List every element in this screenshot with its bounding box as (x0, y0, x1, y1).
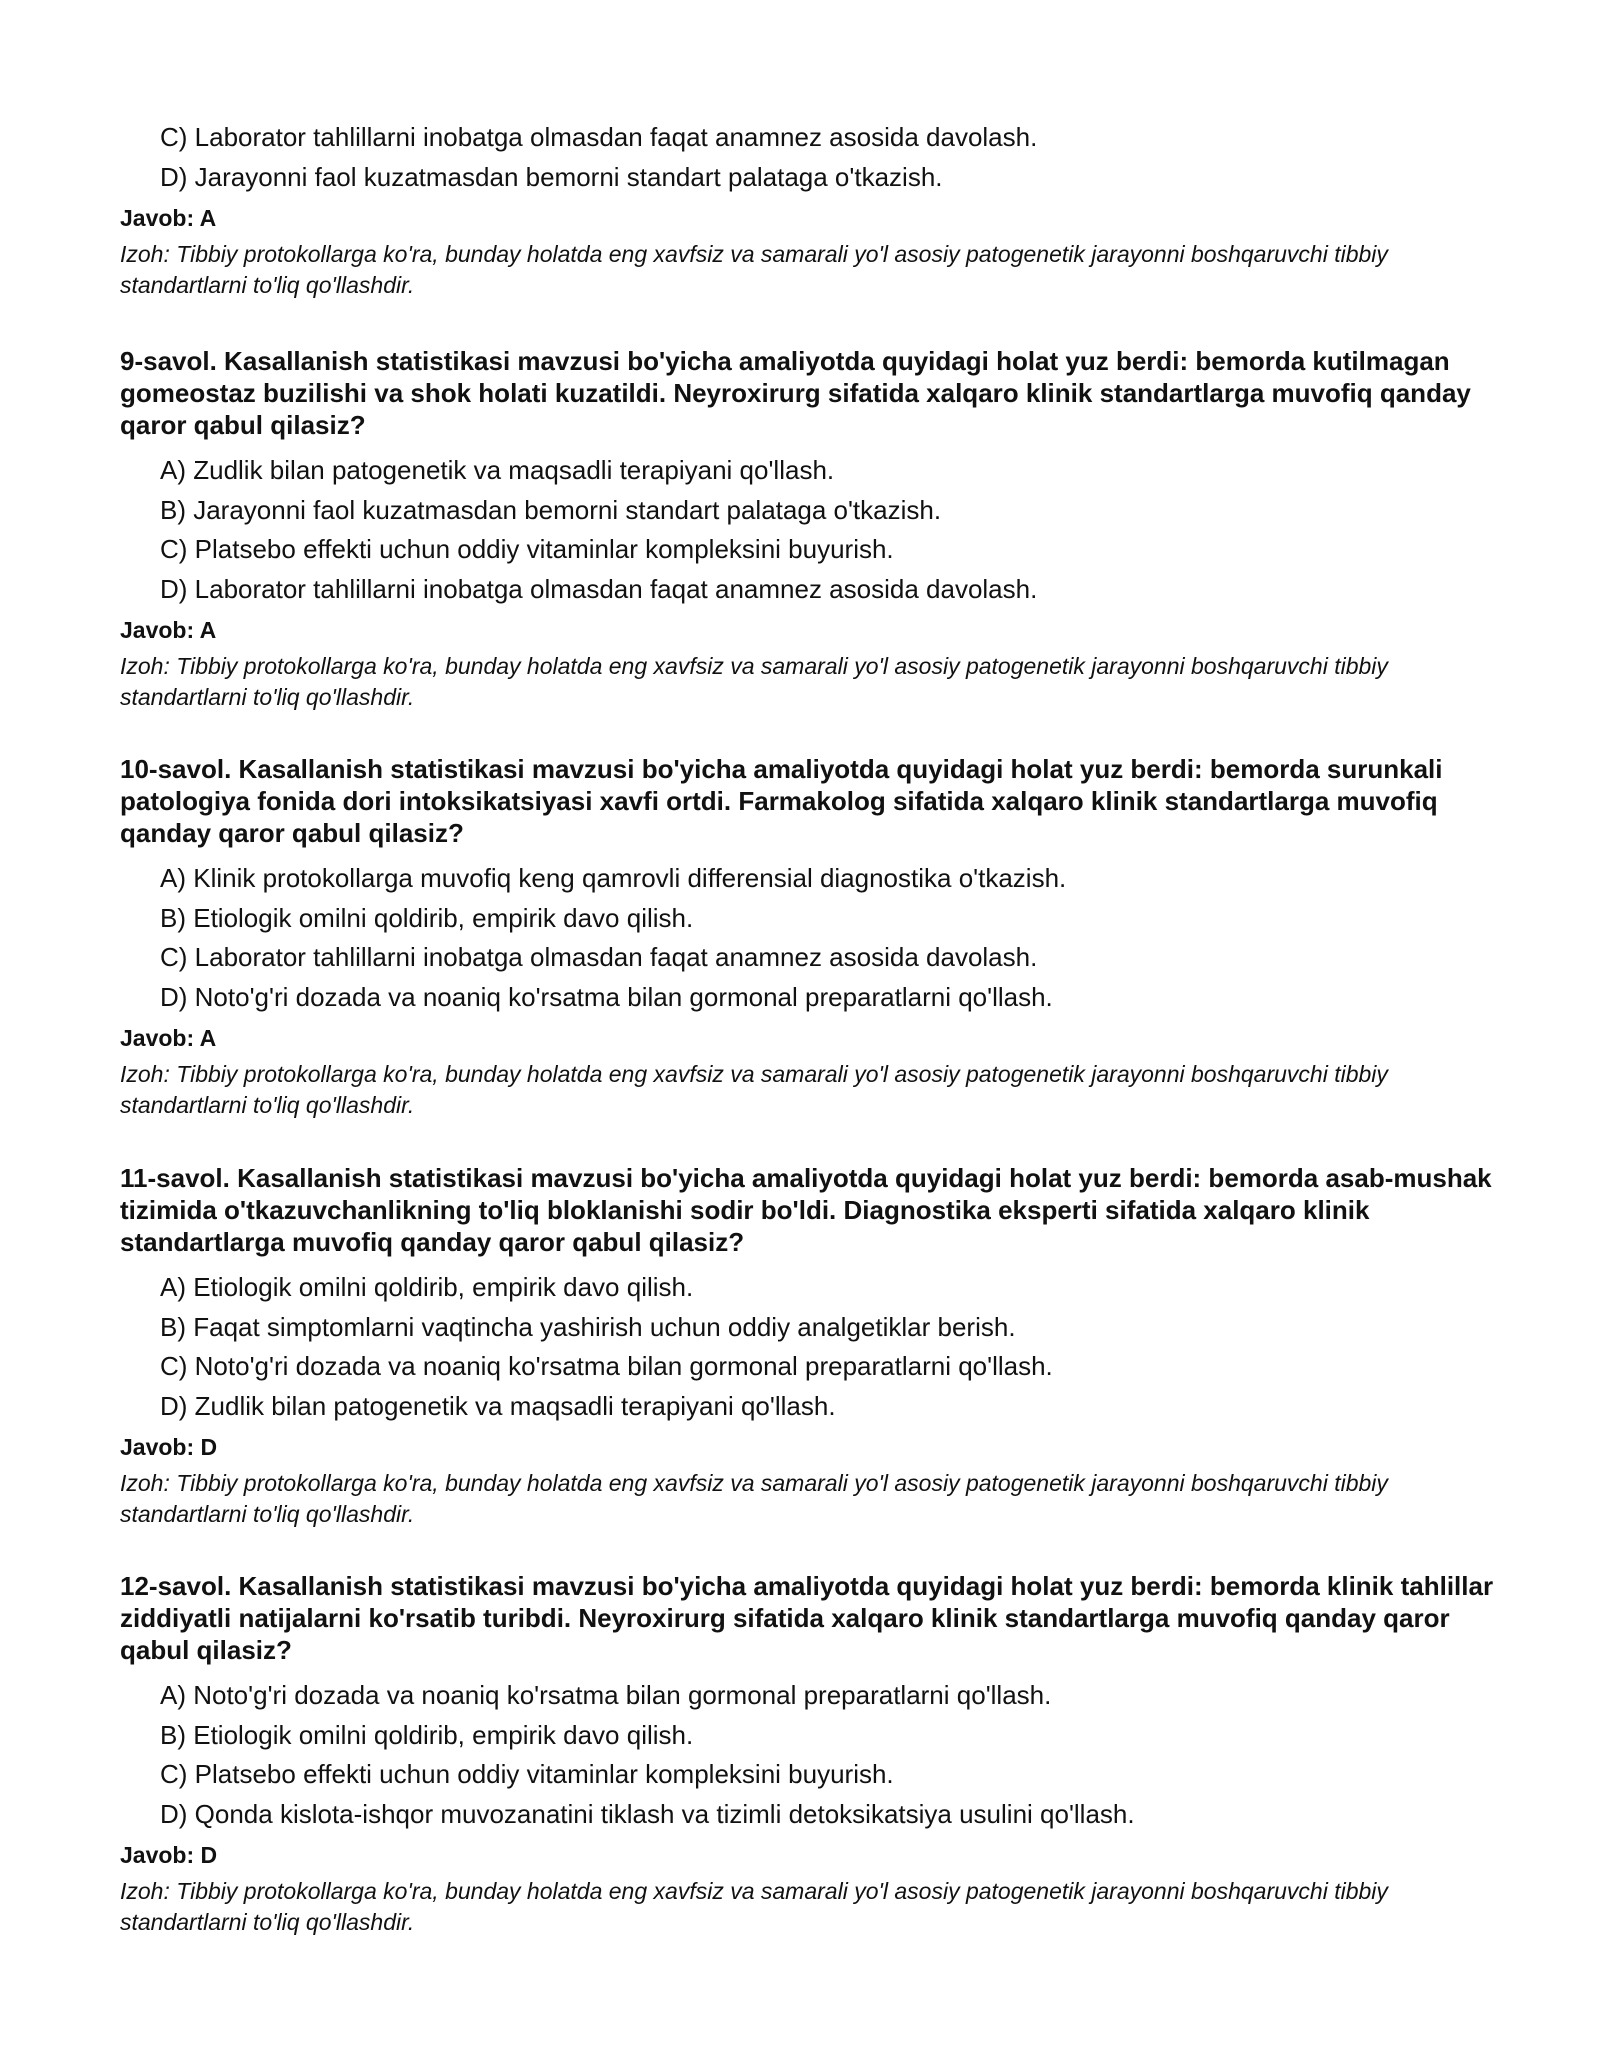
question-8-continuation (120, 118, 1500, 301)
question-block-12 (120, 1570, 1500, 1938)
option-a: A) Zudlik bilan patogenetik va maqsadli terapiyani qo'llash. (160, 455, 835, 485)
option-b: B) Etiologik omilni qoldirib, empirik davo qilish. (160, 902, 694, 933)
option-b: B) Etiologik omilni qoldirib, empirik davo qilish. (160, 1719, 694, 1750)
option-b: B) Jarayonni faol kuzatmasdan bemorni standart palataga o'tkazish. (160, 494, 942, 525)
option-d: D) Qonda kislota-ishqor muvozanatini tiklash va tizimli detoksikatsiya usulini qo'llash. (160, 1798, 1135, 1829)
answer-label: Javob: A (120, 1025, 217, 1051)
option-c: C) Platsebo effekti uchun oddiy vitaminlar kompleksini buyurish. (160, 534, 894, 564)
option-d: D) Laborator tahlillarni inobatga olmasdan faqat anamnez asosida davolash. (160, 573, 1038, 604)
answer-label: Javob: D (120, 1842, 218, 1868)
option-d: D) Zudlik bilan patogenetik va maqsadli terapiyani qo'llash. (160, 1390, 836, 1421)
answer-label: Javob: A (120, 617, 217, 643)
explanation-note: Izoh: Tibbiy protokollarga ko'ra, bunday holatda eng xavfsiz va samarali yo'l asosiy patogenetik jarayonni boshqaruvchi tibbiy standartlarni to'liq qo'llashdir. (120, 1470, 1388, 1527)
option-c: C) Laborator tahlillarni inobatga olmasdan faqat anamnez asosida davolash. (160, 942, 1038, 972)
question-text: 9-savol. Kasallanish statistikasi mavzusi bo'yicha amaliyotda quyidagi holat yuz berdi: bemorda kutilmagan gomeostaz buzilishi va shok holati kuzatildi. Neyroxirurg sifatida xalqaro klinik standartlarga muvofiq qanday qaror qabul qilasiz? (120, 346, 1471, 440)
explanation-note: Izoh: Tibbiy protokollarga ko'ra, bunday holatda eng xavfsiz va samarali yo'l asosiy patogenetik jarayonni boshqaruvchi tibbiy standartlarni to'liq qo'llashdir. (120, 1878, 1388, 1935)
question-text: 10-savol. Kasallanish statistikasi mavzusi bo'yicha amaliyotda quyidagi holat yuz berdi: bemorda surunkali patologiya fonida dori intoksikatsiyasi xavfi ortdi. Farmakolog sifatida xalqaro klinik standartlarga muvofiq qanday qaror qabul qilasiz? (120, 754, 1443, 848)
explanation-note: Izoh: Tibbiy protokollarga ko'ra, bunday holatda eng xavfsiz va samarali yo'l asosiy patogenetik jarayonni boshqaruvchi tibbiy standartlarni to'liq qo'llashdir. (120, 653, 1388, 710)
question-block-9 (120, 345, 1500, 713)
question-block-11 (120, 1162, 1500, 1530)
option-c: C) Laborator tahlillarni inobatga olmasdan faqat anamnez asosida davolash. (160, 122, 1038, 152)
answer-label: Javob: A (120, 205, 217, 231)
option-list (120, 451, 1500, 609)
option-b: B) Faqat simptomlarni vaqtincha yashirish uchun oddiy analgetiklar berish. (160, 1311, 1016, 1342)
option-d: D) Noto'g'ri dozada va noaniq ko'rsatma bilan gormonal preparatlarni qo'llash. (160, 981, 1053, 1012)
option-a: A) Noto'g'ri dozada va noaniq ko'rsatma bilan gormonal preparatlarni qo'llash. (160, 1680, 1052, 1710)
option-d: D) Jarayonni faol kuzatmasdan bemorni standart palataga o'tkazish. (160, 161, 943, 192)
option-a: A) Etiologik omilni qoldirib, empirik davo qilish. (160, 1272, 694, 1302)
option-a: A) Klinik protokollarga muvofiq keng qamrovli differensial diagnostika o'tkazish. (160, 863, 1067, 893)
option-c: C) Noto'g'ri dozada va noaniq ko'rsatma bilan gormonal preparatlarni qo'llash. (160, 1351, 1053, 1381)
option-list (120, 118, 1500, 197)
option-list (120, 1268, 1500, 1426)
option-c: C) Platsebo effekti uchun oddiy vitaminlar kompleksini buyurish. (160, 1759, 894, 1789)
option-list (120, 859, 1500, 1017)
question-block-10 (120, 753, 1500, 1121)
question-text: 11-savol. Kasallanish statistikasi mavzusi bo'yicha amaliyotda quyidagi holat yuz berdi: bemorda asab-mushak tizimida o'tkazuvchanlikning to'liq bloklanishi sodir bo'ldi. Diagnostika eksperti sifatida xalqaro klinik standartlarga muvofiq qanday qaror qabul qilasiz? (120, 1163, 1492, 1257)
option-list (120, 1676, 1500, 1834)
explanation-note: Izoh: Tibbiy protokollarga ko'ra, bunday holatda eng xavfsiz va samarali yo'l asosiy patogenetik jarayonni boshqaruvchi tibbiy standartlarni to'liq qo'llashdir. (120, 241, 1388, 298)
answer-label: Javob: D (120, 1434, 218, 1460)
explanation-note: Izoh: Tibbiy protokollarga ko'ra, bunday holatda eng xavfsiz va samarali yo'l asosiy patogenetik jarayonni boshqaruvchi tibbiy standartlarni to'liq qo'llashdir. (120, 1061, 1388, 1118)
question-text: 12-savol. Kasallanish statistikasi mavzusi bo'yicha amaliyotda quyidagi holat yuz berdi: bemorda klinik tahlillar ziddiyatli natijalarni ko'rsatib turibdi. Neyroxirurg sifatida xalqaro klinik standartlarga muvofiq qanday qaror qabul qilasiz? (120, 1571, 1494, 1665)
